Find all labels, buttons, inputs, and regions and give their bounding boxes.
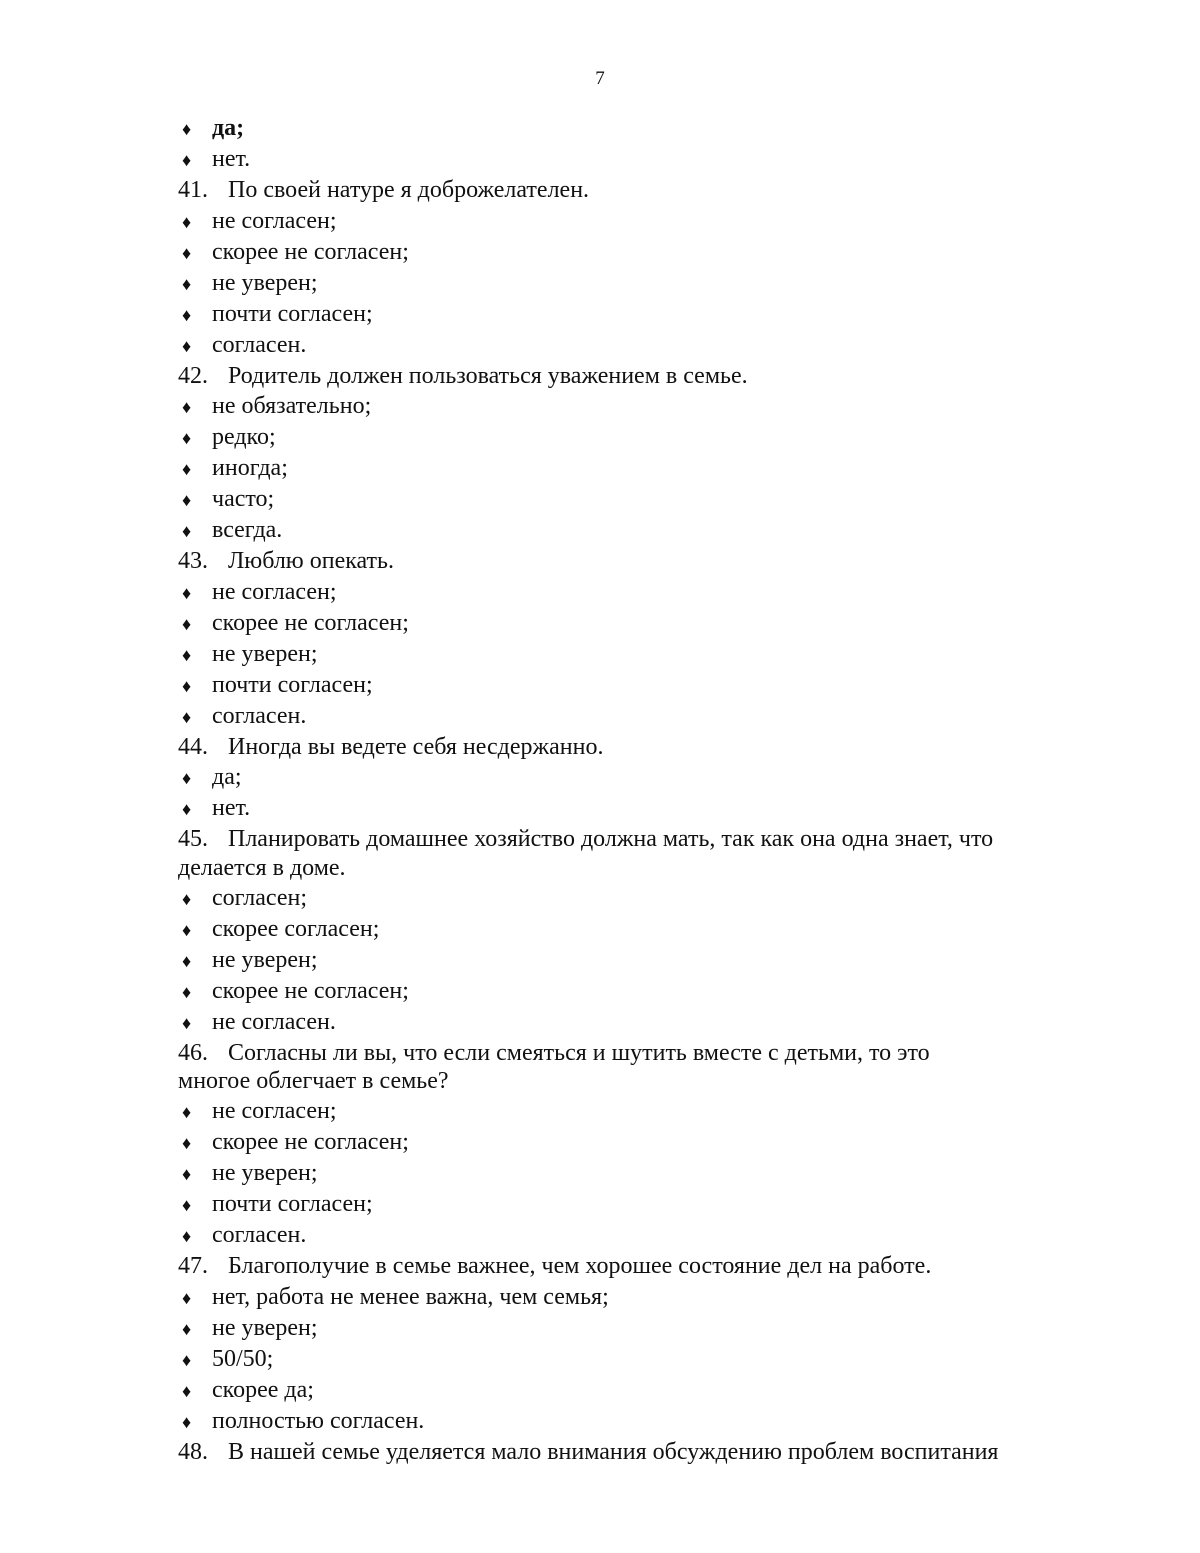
diamond-bullet-icon: ♦ [182, 919, 192, 940]
answer-option: не уверен; [212, 1314, 318, 1341]
diamond-bullet-icon: ♦ [182, 119, 192, 139]
list-item [178, 883, 1078, 914]
questionnaire-content [178, 113, 1078, 1467]
list-item [178, 1158, 1078, 1189]
diamond-bullet-icon: ♦ [182, 304, 192, 325]
list-item [178, 484, 1078, 515]
diamond-bullet-icon: ♦ [182, 1226, 192, 1246]
answer-option: скорее да; [212, 1376, 314, 1403]
answer-option: скорее не согласен; [212, 977, 409, 1004]
answer-option: не согласен. [212, 1008, 336, 1035]
answer-option: нет, работа не менее важна, чем семья; [212, 1283, 609, 1310]
diamond-bullet-icon: ♦ [182, 1133, 192, 1153]
diamond-bullet-icon: ♦ [182, 613, 192, 634]
diamond-bullet-icon: ♦ [182, 1195, 192, 1215]
answer-option: почти согласен; [212, 1191, 373, 1217]
diamond-bullet-icon: ♦ [182, 242, 192, 263]
list-item [178, 1313, 1078, 1344]
diamond-bullet-icon: ♦ [182, 1012, 192, 1033]
list-item [178, 976, 1078, 1007]
answer-option: скорее не согласен; [212, 1129, 409, 1155]
diamond-bullet-icon: ♦ [182, 397, 192, 417]
answer-option: не уверен; [212, 946, 318, 973]
answer-option: согласен. [212, 331, 307, 358]
question-43 [178, 546, 1078, 577]
diamond-bullet-icon: ♦ [182, 150, 192, 170]
list-item [178, 1007, 1078, 1038]
list-item [178, 1282, 1078, 1313]
question-text: Согласны ли вы, что если смеяться и шутить вместе с детьми, то это [228, 1039, 930, 1066]
list-item [178, 1220, 1078, 1251]
list-item [178, 1406, 1078, 1437]
answer-option: согласен. [212, 702, 307, 729]
question-number: 43. [178, 548, 208, 574]
question-45 [178, 824, 1078, 855]
list-item [178, 1127, 1078, 1158]
question-text-continued: многое облегчает в семье? [178, 1068, 449, 1094]
answer-option: да; [212, 115, 245, 141]
question-text: Планировать домашнее хозяйство должна мать, так как она одна знает, что [228, 826, 994, 852]
question-number: 42. [178, 362, 208, 389]
diamond-bullet-icon: ♦ [182, 428, 192, 448]
question-number: 41. [178, 177, 208, 203]
diamond-bullet-icon: ♦ [182, 1349, 192, 1370]
list-item [178, 1189, 1078, 1220]
diamond-bullet-icon: ♦ [182, 799, 192, 819]
question-47 [178, 1251, 1078, 1282]
list-item [178, 1096, 1078, 1127]
question-text: В нашей семье уделяется мало внимания обсуждению проблем воспитания [228, 1438, 999, 1465]
diamond-bullet-icon: ♦ [182, 1380, 192, 1401]
answer-option: почти согласен; [212, 671, 373, 698]
diamond-bullet-icon: ♦ [182, 1287, 192, 1308]
list-item [178, 762, 1078, 793]
list-item [178, 391, 1078, 422]
list-item [178, 113, 1078, 144]
list-item [178, 144, 1078, 175]
question-number: 46. [178, 1039, 208, 1066]
answer-option: не согласен; [212, 1098, 337, 1124]
list-item [178, 793, 1078, 824]
question-number: 48. [178, 1438, 208, 1465]
list-item [178, 206, 1078, 237]
list-item [178, 608, 1078, 639]
list-item [178, 515, 1078, 546]
answer-option: часто; [212, 486, 275, 512]
diamond-bullet-icon: ♦ [182, 211, 192, 232]
list-item [178, 945, 1078, 976]
question-text-continued: делается в доме. [178, 854, 346, 881]
answer-option: не согласен; [212, 578, 337, 605]
question-44 [178, 732, 1078, 763]
answer-option: редко; [212, 424, 276, 450]
question-number: 45. [178, 826, 208, 852]
page-number: 7 [595, 68, 605, 89]
list-item [178, 1375, 1078, 1406]
diamond-bullet-icon: ♦ [182, 582, 192, 603]
diamond-bullet-icon: ♦ [182, 981, 192, 1002]
list-item [178, 268, 1078, 299]
answer-option: не уверен; [212, 269, 318, 296]
diamond-bullet-icon: ♦ [182, 675, 192, 696]
question-text: Благополучие в семье важнее, чем хорошее состояние дел на работе. [228, 1253, 932, 1279]
list-item [178, 453, 1078, 484]
question-42 [178, 361, 1078, 392]
answer-option: полностью согласен. [212, 1407, 425, 1434]
diamond-bullet-icon: ♦ [182, 706, 192, 727]
diamond-bullet-icon: ♦ [182, 768, 192, 788]
list-item [178, 670, 1078, 701]
list-item [178, 914, 1078, 945]
question-41 [178, 175, 1078, 206]
answer-option: не согласен; [212, 207, 337, 234]
answer-option: всегда. [212, 517, 283, 543]
diamond-bullet-icon: ♦ [182, 490, 192, 510]
answer-option: скорее согласен; [212, 915, 380, 942]
answer-option: почти согласен; [212, 300, 373, 327]
question-text: Иногда вы ведете себя несдержанно. [228, 733, 604, 760]
list-item [178, 1344, 1078, 1375]
list-item [178, 701, 1078, 732]
list-item [178, 299, 1078, 330]
diamond-bullet-icon: ♦ [182, 273, 192, 294]
diamond-bullet-icon: ♦ [182, 950, 192, 971]
diamond-bullet-icon: ♦ [182, 1102, 192, 1122]
list-item [178, 237, 1078, 268]
answer-option: не уверен; [212, 1160, 318, 1186]
answer-option: не обязательно; [212, 393, 372, 419]
diamond-bullet-icon: ♦ [182, 1164, 192, 1184]
answer-option: да; [212, 764, 242, 790]
list-item [178, 330, 1078, 361]
diamond-bullet-icon: ♦ [182, 459, 192, 479]
diamond-bullet-icon: ♦ [182, 1411, 192, 1432]
question-text: Родитель должен пользоваться уважением в семье. [228, 362, 748, 389]
diamond-bullet-icon: ♦ [182, 1318, 192, 1339]
diamond-bullet-icon: ♦ [182, 644, 192, 665]
answer-option: скорее не согласен; [212, 238, 409, 265]
diamond-bullet-icon: ♦ [182, 888, 192, 909]
list-item [178, 639, 1078, 670]
question-number: 47. [178, 1253, 208, 1279]
answer-option: скорее не согласен; [212, 609, 409, 636]
answer-option: не уверен; [212, 640, 318, 667]
question-text: Люблю опекать. [228, 548, 394, 574]
question-number: 44. [178, 733, 208, 760]
diamond-bullet-icon: ♦ [182, 335, 192, 356]
question-text: По своей натуре я доброжелателен. [228, 177, 590, 203]
question-48 [178, 1437, 1078, 1468]
answer-option: согласен. [212, 1222, 307, 1248]
diamond-bullet-icon: ♦ [182, 521, 192, 541]
answer-option: 50/50; [212, 1345, 274, 1372]
list-item [178, 422, 1078, 453]
answer-option: согласен; [212, 884, 308, 911]
list-item [178, 577, 1078, 608]
question-46 [178, 1038, 1078, 1069]
answer-option: нет. [212, 795, 251, 821]
answer-option: иногда; [212, 455, 288, 481]
answer-option: нет. [212, 146, 251, 172]
